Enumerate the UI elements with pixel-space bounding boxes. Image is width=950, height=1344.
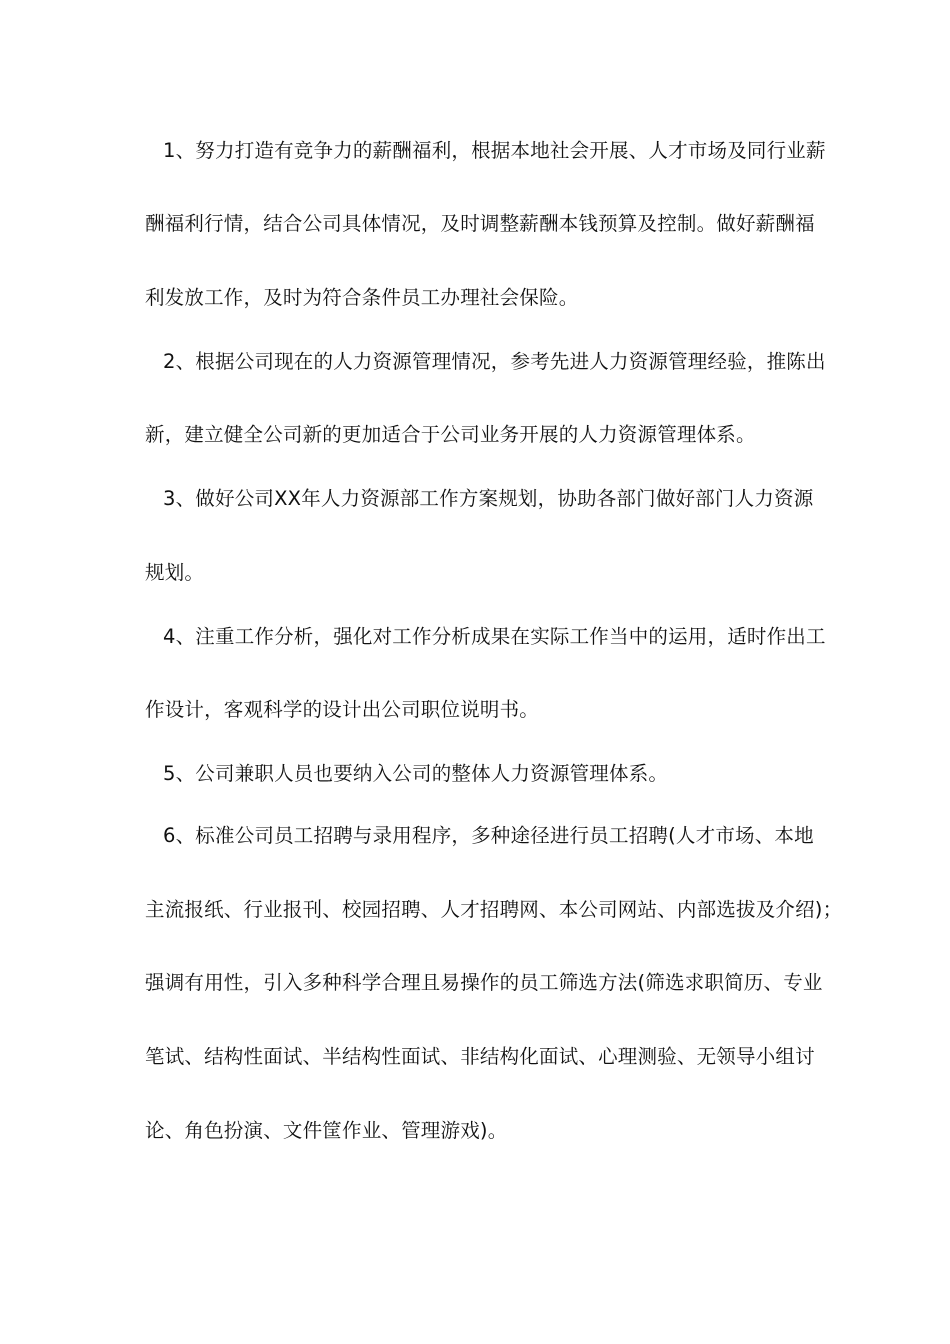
paragraph-6-line-5: 论、角色扮演、文件筐作业、管理游戏)。 (145, 1119, 508, 1142)
paragraph-6-line-4: 笔试、结构性面试、半结构性面试、非结构化面试、心理测验、无领导小组讨 (145, 1045, 815, 1068)
paragraph-6-line-1: 6、标准公司员工招聘与录用程序，多种途径进行员工招聘(人才市场、本地 (163, 824, 814, 847)
paragraph-3-line-2: 规划。 (145, 561, 205, 584)
paragraph-5-line-1: 5、公司兼职人员也要纳入公司的整体人力资源管理体系。 (163, 762, 669, 785)
paragraph-4-line-2: 作设计，客观科学的设计出公司职位说明书。 (145, 698, 540, 721)
paragraph-1-line-2: 酬福利行情，结合公司具体情况，及时调整薪酬本钱预算及控制。做好薪酬福 (145, 212, 815, 235)
paragraph-1-line-3: 利发放工作，及时为符合条件员工办理社会保险。 (145, 286, 579, 309)
paragraph-6-line-2: 主流报纸、行业报刊、校园招聘、人才招聘网、本公司网站、内部选拔及介绍)； (145, 898, 843, 921)
paragraph-4-line-1: 4、注重工作分析，强化对工作分析成果在实际工作当中的运用，适时作出工 (163, 625, 826, 648)
paragraph-1-line-1: 1、努力打造有竞争力的薪酬福利，根据本地社会开展、人才市场及同行业薪 (163, 139, 826, 162)
paragraph-2-line-2: 新，建立健全公司新的更加适合于公司业务开展的人力资源管理体系。 (145, 423, 756, 446)
paragraph-3-line-1: 3、做好公司XX年人力资源部工作方案规划，协助各部门做好部门人力资源 (163, 487, 814, 510)
paragraph-2-line-1: 2、根据公司现在的人力资源管理情况，参考先进人力资源管理经验，推陈出 (163, 350, 826, 373)
paragraph-6-line-3: 强调有用性，引入多种科学合理且易操作的员工筛选方法(筛选求职简历、专业 (145, 971, 823, 994)
